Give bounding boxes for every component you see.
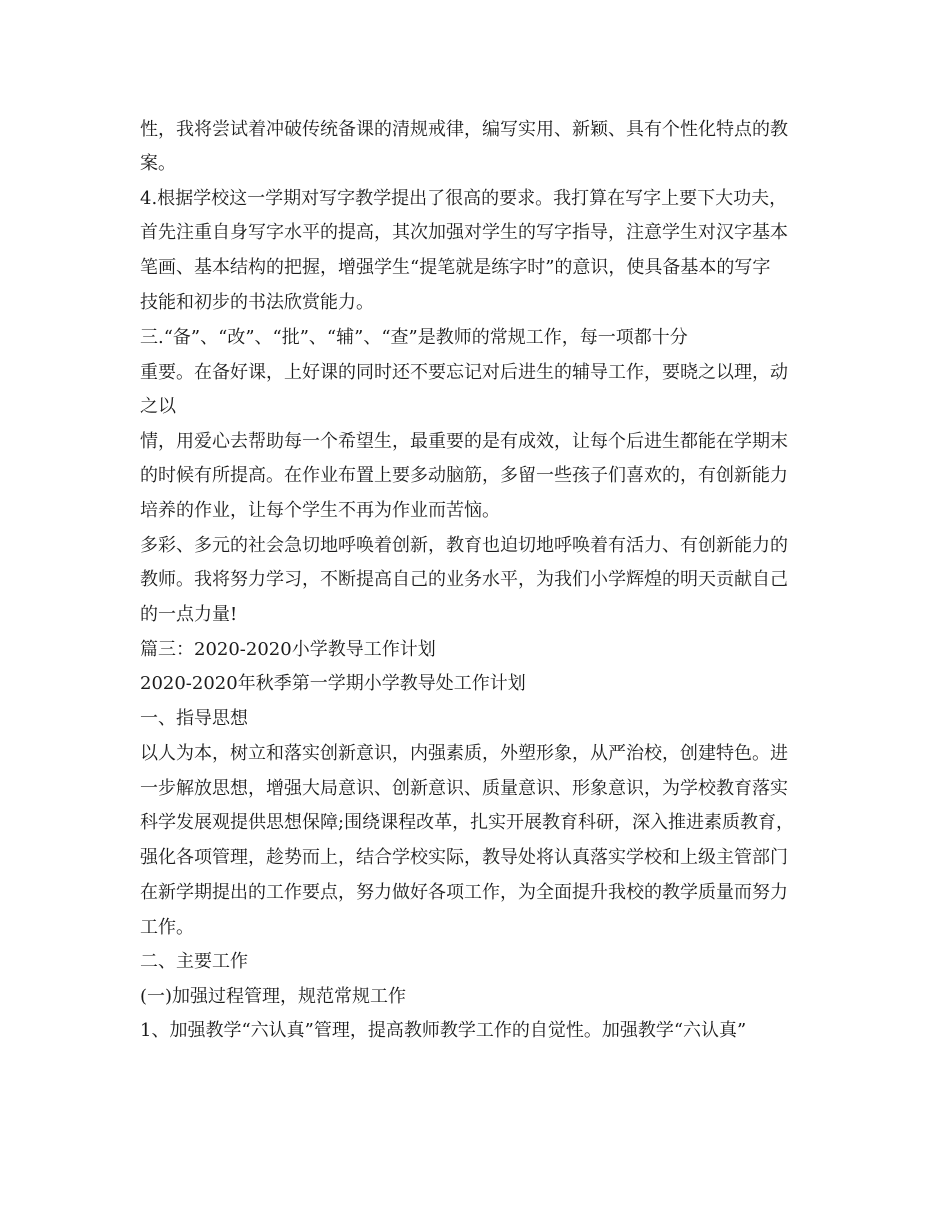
text-line: 技能和初步的书法欣赏能力。 <box>140 292 374 313</box>
text-line: 之以 <box>140 396 176 417</box>
text-line: 工作。 <box>140 917 194 938</box>
text-line: 4.根据学校这一学期对写字教学提出了很高的要求。我打算在写字上要下大功夫， <box>140 188 788 209</box>
section-heading: 篇三：2020-2020小学教导工作计划 <box>140 639 436 660</box>
section-heading: 一、指导思想 <box>140 708 248 729</box>
section-heading: 三.“备”、“改”、“批”、“辅”、“查”是教师的常规工作，每一项都十分 <box>140 327 688 348</box>
text-line: 性，我将尝试着冲破传统备课的清规戒律，编写实用、新颖、具有个性化特点的教 <box>140 119 788 140</box>
text-line: 一步解放思想，增强大局意识、创新意识、质量意识、形象意识，为学校教育落实 <box>140 778 788 799</box>
subsection-heading: (一)加强过程管理，规范常规工作 <box>140 986 407 1007</box>
text-line: 强化各项管理，趁势而上，结合学校实际，教导处将认真落实学校和上级主管部门 <box>140 847 788 868</box>
text-line: 笔画、基本结构的把握，增强学生“提笔就是练字时”的意识，使具备基本的写字 <box>140 257 771 278</box>
text-line: 1、加强教学“六认真”管理，提高教师教学工作的自觉性。加强教学“六认真” <box>140 1020 747 1041</box>
text-line: 以人为本，树立和落实创新意识，内强素质，外塑形象，从严治校，创建特色。进 <box>140 743 788 764</box>
text-line: 的时候有所提高。在作业布置上要多动脑筋，多留一些孩子们喜欢的，有创新能力 <box>140 465 788 486</box>
text-line: 培养的作业，让每个学生不再为作业而苦恼。 <box>140 500 500 521</box>
text-line: 在新学期提出的工作要点，努力做好各项工作，为全面提升我校的教学质量而努力 <box>140 882 788 903</box>
text-line: 的一点力量! <box>140 604 238 625</box>
text-line: 情，用爱心去帮助每一个希望生，最重要的是有成效，让每个后进生都能在学期末 <box>140 431 788 452</box>
text-line: 科学发展观提供思想保障;围绕课程改革，扎实开展教育科研，深入推进素质教育， <box>140 812 795 833</box>
text-line: 教师。我将努力学习，不断提高自己的业务水平，为我们小学辉煌的明天贡献自己 <box>140 569 788 590</box>
document-title: 2020-2020年秋季第一学期小学教导处工作计划 <box>140 673 526 694</box>
section-heading: 二、主要工作 <box>140 951 248 972</box>
text-line: 案。 <box>140 153 176 174</box>
text-line: 重要。在备好课，上好课的同时还不要忘记对后进生的辅导工作，要晓之以理，动 <box>140 362 788 383</box>
text-line: 多彩、多元的社会急切地呼唤着创新，教育也迫切地呼唤着有活力、有创新能力的 <box>140 535 788 556</box>
text-line: 首先注重自身写字水平的提高，其次加强对学生的写字指导，注意学生对汉字基本 <box>140 222 788 243</box>
